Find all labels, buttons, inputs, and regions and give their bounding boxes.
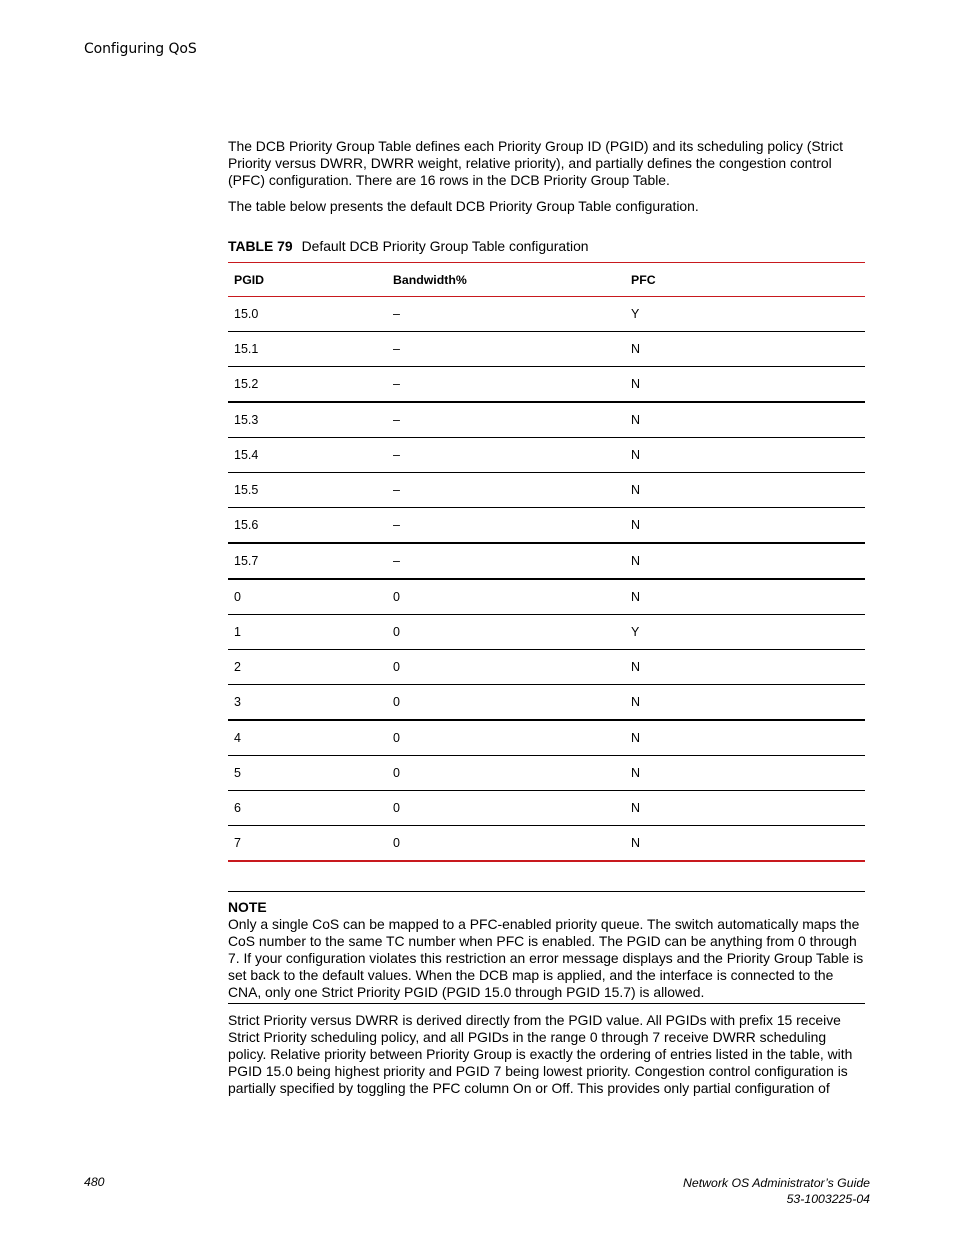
column-header-pfc: PFC	[631, 272, 656, 287]
pgid-cell: 3	[234, 695, 241, 709]
note-text: Only a single CoS can be mapped to a PFC-enabled priority queue. The switch automatically maps the CoS number to the same TC number when PFC is enabled. The PGID can be anything from 0 through 7. If your configuration violates this restriction an error message displays and the Priority Group Table is set back to the default values. When the DCB map is applied, and the interface is connected to the CNA, only one Strict Priority PGID (PGID 15.0 through PGID 15.7) is allowed.	[228, 916, 864, 1000]
bandwidth-cell: 0	[393, 766, 400, 780]
pgid-cell: 15.4	[234, 448, 259, 462]
bandwidth-cell: 0	[393, 625, 400, 639]
bandwidth-cell: –	[393, 518, 400, 532]
pfc-cell: N	[631, 660, 641, 674]
table-row	[228, 508, 865, 544]
pgid-cell: 1	[234, 625, 241, 639]
bandwidth-cell: 0	[393, 801, 400, 815]
bandwidth-cell: –	[393, 483, 400, 497]
table-caption-label: TABLE 79	[228, 238, 293, 254]
pfc-cell: N	[631, 518, 641, 532]
pgid-cell: 15.6	[234, 518, 259, 532]
bandwidth-cell: 0	[393, 695, 400, 709]
table-row	[228, 332, 865, 367]
pgid-cell: 15.0	[234, 307, 259, 321]
bandwidth-cell: –	[393, 342, 400, 356]
pgid-cell: 15.3	[234, 413, 259, 427]
bandwidth-cell: –	[393, 307, 400, 321]
pgid-cell: 6	[234, 801, 241, 815]
pfc-cell: N	[631, 731, 641, 745]
pfc-cell: N	[631, 448, 641, 462]
table-row	[228, 543, 865, 579]
bandwidth-cell: 0	[393, 731, 400, 745]
pgid-cell: 0	[234, 590, 241, 604]
bandwidth-cell: 0	[393, 660, 400, 674]
table-row	[228, 615, 865, 650]
pfc-cell: N	[631, 766, 641, 780]
table-row	[228, 438, 865, 473]
bandwidth-cell: 0	[393, 836, 400, 850]
bandwidth-cell: –	[393, 377, 400, 391]
page-number: 480	[84, 1175, 105, 1189]
running-header: Configuring QoS	[84, 41, 197, 57]
note-title: NOTE	[228, 899, 267, 915]
table-caption	[228, 238, 589, 254]
pgid-cell: 7	[234, 836, 241, 850]
pfc-cell: Y	[631, 625, 640, 639]
pfc-cell: N	[631, 413, 641, 427]
pgid-cell: 15.1	[234, 342, 259, 356]
pfc-cell: N	[631, 695, 641, 709]
bandwidth-cell: –	[393, 554, 400, 568]
bandwidth-cell: –	[393, 413, 400, 427]
pgid-cell: 15.2	[234, 377, 259, 391]
pfc-cell: N	[631, 554, 641, 568]
pgid-cell: 2	[234, 660, 241, 674]
table-row	[228, 720, 865, 756]
table-row	[228, 297, 865, 332]
table-row	[228, 650, 865, 685]
body-paragraph: Strict Priority versus DWRR is derived directly from the PGID value. All PGIDs with prefix 15 receive Strict Priority scheduling policy, and all PGIDs in the range 0 through 7 receive DWRR scheduling policy. Relative priority between Priority Group is exactly the ordering of entries listed in the table, with PGID 15.0 being highest priority and PGID 7 being lowest priority. Congestion control configuration is partially specified by toggling the PFC column On or Off. This provides only partial configuration of	[228, 1012, 853, 1096]
bandwidth-cell: 0	[393, 590, 400, 604]
column-header-pgid: PGID	[234, 272, 265, 287]
table-caption-text: Default DCB Priority Group Table configuration	[301, 238, 589, 254]
pfc-cell: N	[631, 483, 641, 497]
table-row	[228, 579, 865, 615]
pfc-cell: Y	[631, 307, 640, 321]
table-row	[228, 402, 865, 438]
pgid-cell: 15.7	[234, 554, 259, 568]
footer-doc-info	[683, 1175, 870, 1207]
note-box	[228, 891, 865, 1004]
table-row	[228, 367, 865, 403]
table-row	[228, 473, 865, 508]
footer-doc-number: 53-1003225-04	[786, 1192, 870, 1206]
column-header-bandwidth: Bandwidth%	[393, 272, 467, 287]
table-row	[228, 756, 865, 791]
table-header-row	[228, 263, 865, 297]
pfc-cell: N	[631, 377, 641, 391]
table-row	[228, 826, 865, 862]
pfc-cell: N	[631, 590, 641, 604]
pfc-cell: N	[631, 342, 641, 356]
footer-doc-title: Network OS Administrator’s Guide	[682, 1176, 870, 1190]
pfc-cell: N	[631, 836, 641, 850]
pgid-cell: 5	[234, 766, 241, 780]
bandwidth-cell: –	[393, 448, 400, 462]
table-row	[228, 685, 865, 721]
pfc-cell: N	[631, 801, 641, 815]
table-row	[228, 791, 865, 826]
priority-group-table	[228, 262, 865, 862]
pgid-cell: 4	[234, 731, 241, 745]
intro-paragraph-2: The table below presents the default DCB Priority Group Table configuration.	[228, 198, 699, 214]
pgid-cell: 15.5	[234, 483, 259, 497]
intro-paragraph-1: The DCB Priority Group Table defines each Priority Group ID (PGID) and its scheduling policy (Strict Priority versus DWRR, DWRR weight, relative priority), and partially defines the congestion control (PFC) configuration. There are 16 rows in the DCB Priority Group Table.	[228, 138, 844, 188]
